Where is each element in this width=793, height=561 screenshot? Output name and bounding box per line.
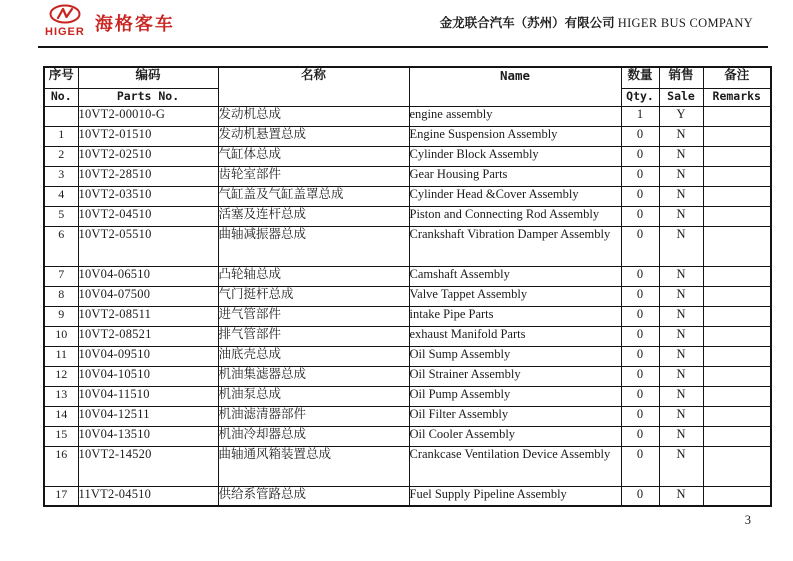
- cell-name-en: Crankcase Ventilation Device Assembly: [409, 446, 621, 486]
- cell-sale: N: [659, 486, 703, 506]
- cell-sale: N: [659, 206, 703, 226]
- cell-parts-no: 10VT2-00010-G: [78, 106, 218, 126]
- cell-name-en: Oil Pump Assembly: [409, 386, 621, 406]
- table-row: [44, 146, 771, 166]
- cell-name-cn: 进气管部件: [218, 306, 409, 326]
- cell-parts-no: 10VT2-01510: [78, 126, 218, 146]
- cell-sale: N: [659, 346, 703, 366]
- table-row: [44, 346, 771, 366]
- cell-serial-no: 16: [44, 446, 78, 486]
- cell-parts-no: 10V04-12511: [78, 406, 218, 426]
- col-header-qty-cn: 数量: [621, 67, 659, 88]
- page-number: 3: [744, 513, 751, 527]
- cell-name-cn: 供给系管路总成: [218, 486, 409, 506]
- col-header-name-en: Name: [409, 67, 621, 106]
- cell-sale: N: [659, 126, 703, 146]
- company-title-chinese: 金龙联合汽车（苏州）有限公司: [439, 16, 615, 30]
- cell-name-en: Cylinder Block Assembly: [409, 146, 621, 166]
- table-row: [44, 106, 771, 126]
- cell-sale: N: [659, 406, 703, 426]
- cell-qty: 0: [621, 186, 659, 206]
- col-header-qty-en: Qty.: [621, 88, 659, 106]
- cell-serial-no: 4: [44, 186, 78, 206]
- cell-name-cn: 机油集滤器总成: [218, 366, 409, 386]
- col-header-name-cn: 名称: [218, 67, 409, 106]
- table-row: [44, 286, 771, 306]
- cell-name-cn: 机油滤清器部件: [218, 406, 409, 426]
- cell-qty: 0: [621, 346, 659, 366]
- cell-serial-no: 1: [44, 126, 78, 146]
- cell-remarks: [703, 446, 771, 486]
- cell-remarks: [703, 206, 771, 226]
- cell-remarks: [703, 186, 771, 206]
- cell-name-en: Valve Tappet Assembly: [409, 286, 621, 306]
- cell-parts-no: 10VT2-08511: [78, 306, 218, 326]
- cell-sale: N: [659, 186, 703, 206]
- cell-name-en: engine assembly: [409, 106, 621, 126]
- cell-name-en: Engine Suspension Assembly: [409, 126, 621, 146]
- cell-name-cn: 气门挺杆总成: [218, 286, 409, 306]
- cell-qty: 0: [621, 226, 659, 266]
- cell-qty: 0: [621, 486, 659, 506]
- cell-parts-no: 10VT2-28510: [78, 166, 218, 186]
- cell-qty: 0: [621, 206, 659, 226]
- company-title-english: HIGER BUS COMPANY: [617, 16, 753, 30]
- cell-parts-no: 10V04-09510: [78, 346, 218, 366]
- cell-qty: 0: [621, 266, 659, 286]
- cell-name-cn: 机油泵总成: [218, 386, 409, 406]
- cell-qty: 0: [621, 386, 659, 406]
- cell-parts-no: 10VT2-08521: [78, 326, 218, 346]
- cell-parts-no: 10V04-06510: [78, 266, 218, 286]
- cell-sale: N: [659, 306, 703, 326]
- cell-name-cn: 排气管部件: [218, 326, 409, 346]
- cell-name-cn: 油底壳总成: [218, 346, 409, 366]
- cell-name-cn: 曲轴减振器总成: [218, 226, 409, 266]
- cell-name-en: Cylinder Head &Cover Assembly: [409, 186, 621, 206]
- parts-table-header: [44, 67, 771, 106]
- cell-qty: 0: [621, 166, 659, 186]
- cell-parts-no: 10VT2-04510: [78, 206, 218, 226]
- cell-serial-no: 15: [44, 426, 78, 446]
- header-row-chinese: [44, 67, 771, 88]
- cell-serial-no: 7: [44, 266, 78, 286]
- cell-remarks: [703, 346, 771, 366]
- cell-remarks: [703, 486, 771, 506]
- col-header-sale-cn: 销售: [659, 67, 703, 88]
- cell-qty: 0: [621, 306, 659, 326]
- table-row: [44, 306, 771, 326]
- cell-remarks: [703, 126, 771, 146]
- table-row: [44, 326, 771, 346]
- cell-remarks: [703, 166, 771, 186]
- higer-emblem-icon: [49, 4, 81, 26]
- cell-name-cn: 活塞及连杆总成: [218, 206, 409, 226]
- cell-qty: 0: [621, 126, 659, 146]
- cell-serial-no: 17: [44, 486, 78, 506]
- cell-remarks: [703, 266, 771, 286]
- cell-serial-no: 10: [44, 326, 78, 346]
- cell-remarks: [703, 146, 771, 166]
- cell-sale: N: [659, 266, 703, 286]
- col-header-no-en: No.: [44, 88, 78, 106]
- cell-name-en: Gear Housing Parts: [409, 166, 621, 186]
- cell-sale: N: [659, 366, 703, 386]
- cell-remarks: [703, 226, 771, 266]
- col-header-sale-en: Sale: [659, 88, 703, 106]
- cell-name-cn: 发动机总成: [218, 106, 409, 126]
- table-row: [44, 226, 771, 266]
- higer-logo: [45, 4, 175, 38]
- cell-serial-no: 2: [44, 146, 78, 166]
- cell-serial-no: 13: [44, 386, 78, 406]
- cell-parts-no: 10V04-11510: [78, 386, 218, 406]
- cell-parts-no: 10V04-13510: [78, 426, 218, 446]
- cell-name-cn: 发动机悬置总成: [218, 126, 409, 146]
- cell-remarks: [703, 326, 771, 346]
- higer-logo-chinese: 海格客车: [94, 14, 175, 34]
- cell-parts-no: 10V04-07500: [78, 286, 218, 306]
- cell-serial-no: 14: [44, 406, 78, 426]
- cell-qty: 0: [621, 326, 659, 346]
- table-row: [44, 266, 771, 286]
- cell-parts-no: 10VT2-03510: [78, 186, 218, 206]
- cell-name-cn: 气缸盖及气缸盖罩总成: [218, 186, 409, 206]
- table-row: [44, 166, 771, 186]
- table-row: [44, 426, 771, 446]
- page-header: [45, 4, 753, 38]
- cell-name-en: Oil Strainer Assembly: [409, 366, 621, 386]
- cell-name-en: Oil Sump Assembly: [409, 346, 621, 366]
- cell-name-cn: 机油冷却器总成: [218, 426, 409, 446]
- cell-serial-no: [44, 106, 78, 126]
- cell-parts-no: 10VT2-05510: [78, 226, 218, 266]
- cell-name-en: Camshaft Assembly: [409, 266, 621, 286]
- cell-sale: Y: [659, 106, 703, 126]
- table-row: [44, 386, 771, 406]
- cell-name-cn: 齿轮室部件: [218, 166, 409, 186]
- cell-sale: N: [659, 386, 703, 406]
- cell-sale: N: [659, 446, 703, 486]
- cell-sale: N: [659, 226, 703, 266]
- header-divider: [38, 46, 768, 48]
- cell-sale: N: [659, 146, 703, 166]
- col-header-parts-cn: 编码: [78, 67, 218, 88]
- parts-table-body: [44, 106, 771, 506]
- cell-remarks: [703, 306, 771, 326]
- cell-remarks: [703, 426, 771, 446]
- cell-serial-no: 9: [44, 306, 78, 326]
- cell-name-en: exhaust Manifold Parts: [409, 326, 621, 346]
- cell-name-en: Piston and Connecting Rod Assembly: [409, 206, 621, 226]
- cell-name-en: Crankshaft Vibration Damper Assembly: [409, 226, 621, 266]
- col-header-remarks-en: Remarks: [703, 88, 771, 106]
- cell-serial-no: 3: [44, 166, 78, 186]
- cell-name-en: Oil Cooler Assembly: [409, 426, 621, 446]
- table-row: [44, 126, 771, 146]
- table-row: [44, 446, 771, 486]
- col-header-no-cn: 序号: [44, 67, 78, 88]
- cell-serial-no: 6: [44, 226, 78, 266]
- cell-name-en: Oil Filter Assembly: [409, 406, 621, 426]
- higer-logo-mark: [45, 4, 85, 38]
- cell-remarks: [703, 366, 771, 386]
- cell-sale: N: [659, 426, 703, 446]
- table-row: [44, 486, 771, 506]
- cell-sale: N: [659, 326, 703, 346]
- cell-parts-no: 10VT2-02510: [78, 146, 218, 166]
- cell-remarks: [703, 406, 771, 426]
- table-row: [44, 366, 771, 386]
- table-row: [44, 406, 771, 426]
- cell-remarks: [703, 106, 771, 126]
- cell-serial-no: 8: [44, 286, 78, 306]
- cell-sale: N: [659, 166, 703, 186]
- cell-name-en: Fuel Supply Pipeline Assembly: [409, 486, 621, 506]
- cell-qty: 0: [621, 366, 659, 386]
- higer-logo-text: HIGER: [45, 26, 85, 38]
- col-header-remarks-cn: 备注: [703, 67, 771, 88]
- cell-parts-no: 10VT2-14520: [78, 446, 218, 486]
- cell-name-cn: 凸轮轴总成: [218, 266, 409, 286]
- cell-serial-no: 12: [44, 366, 78, 386]
- cell-remarks: [703, 386, 771, 406]
- cell-qty: 0: [621, 446, 659, 486]
- parts-table: [43, 66, 772, 507]
- cell-qty: 0: [621, 146, 659, 166]
- col-header-parts-en: Parts No.: [78, 88, 218, 106]
- cell-serial-no: 11: [44, 346, 78, 366]
- company-title: [440, 13, 753, 31]
- cell-parts-no: 10V04-10510: [78, 366, 218, 386]
- table-row: [44, 186, 771, 206]
- cell-qty: 0: [621, 426, 659, 446]
- cell-name-cn: 气缸体总成: [218, 146, 409, 166]
- cell-serial-no: 5: [44, 206, 78, 226]
- cell-qty: 0: [621, 286, 659, 306]
- cell-remarks: [703, 286, 771, 306]
- cell-sale: N: [659, 286, 703, 306]
- cell-name-cn: 曲轴通风箱装置总成: [218, 446, 409, 486]
- cell-parts-no: 11VT2-04510: [78, 486, 218, 506]
- cell-name-en: intake Pipe Parts: [409, 306, 621, 326]
- cell-qty: 0: [621, 406, 659, 426]
- table-row: [44, 206, 771, 226]
- cell-qty: 1: [621, 106, 659, 126]
